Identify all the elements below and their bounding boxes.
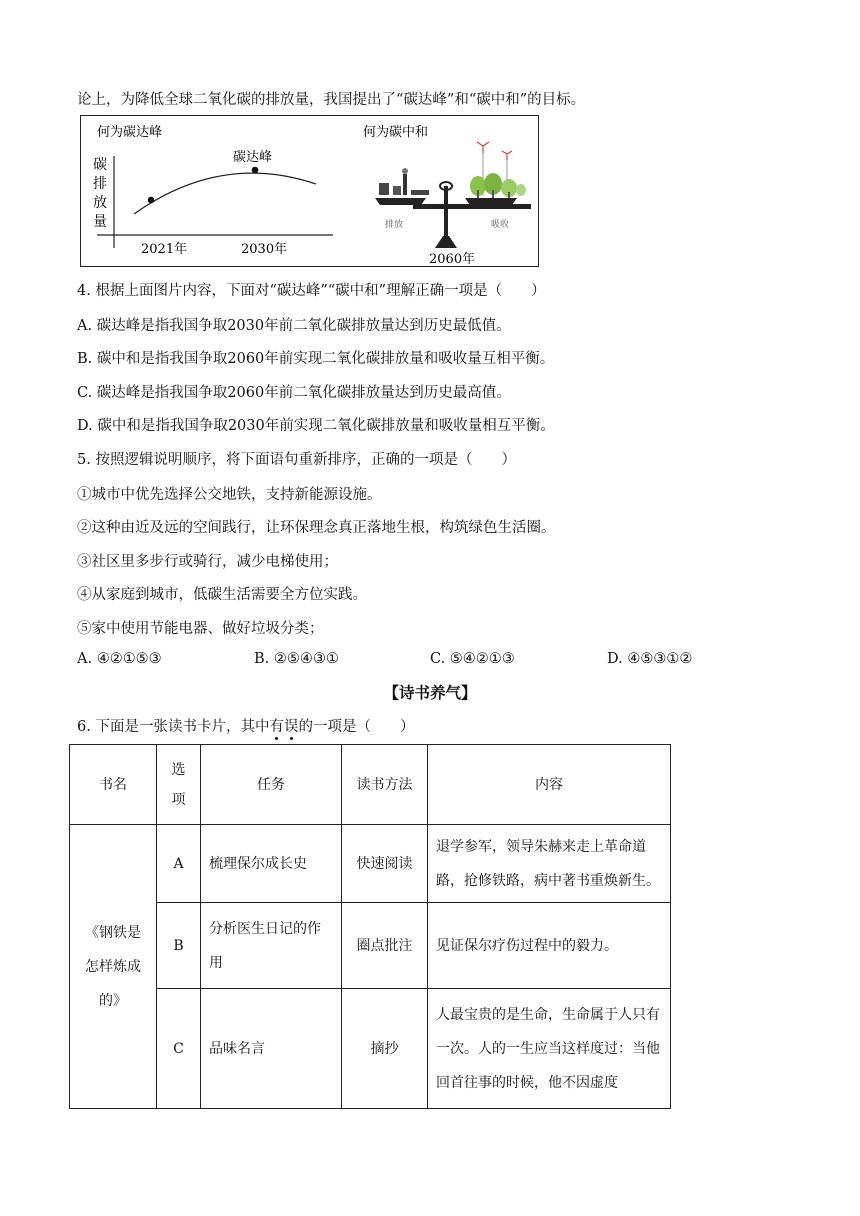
q5-sentence-2: ②这种由近及远的空间践行，让环保理念真正落地生根，构筑绿色生活圈。 [77,520,556,536]
q5-option-b: B. ②⑤④③① [254,651,339,667]
point-2021 [148,197,155,204]
carbon-figure [80,115,539,267]
y-label-char: 放 [93,195,107,211]
q5-sentence-4: ④从家庭到城市，低碳生活需要全方位实践。 [77,587,367,603]
table-row [70,825,671,903]
q5-option-d: D. ④⑤③①② [607,651,693,667]
peak-label: 碳达峰 [233,150,273,165]
factory-icon [379,168,429,195]
row-method: 摘抄 [342,989,428,1109]
q4-option-d: D. 碳中和是指我国争取2030年前实现二氧化碳排放量和吸收量相互平衡。 [77,418,555,434]
emit-label: 排放 [385,220,404,230]
y-label-char: 量 [93,214,107,230]
x-tick-2030: 2030年 [241,242,288,257]
q6-stem-emphasis-2: 误 [283,719,299,735]
row-content: 退学参军，领导朱赫来走上革命道路，抢修铁路，病中著书重焕新生。 [428,825,671,903]
carbon-figure-svg [81,116,540,268]
row-option: A [157,825,201,903]
y-label-char: 排 [93,176,107,192]
q5-stem: 5. 按照逻辑说明顺序，将下面语句重新排序，正确的一项是（ ） [77,452,516,468]
q5-sentence-3: ③社区里多步行或骑行，减少电梯使用； [77,554,338,570]
header-task: 任务 [201,745,342,825]
row-content: 见证保尔疗伤过程中的毅力。 [428,903,671,989]
q6-stem-emphasis-1: 有 [269,719,284,735]
q5-option-c: C. ⑤④②①③ [430,651,515,667]
y-label-char: 碳 [93,157,107,173]
peak-panel-title: 何为碳达峰 [97,125,163,140]
trees-icon [470,142,526,198]
q4-option-a: A. 碳达峰是指我国争取2030年前二氧化碳排放量达到历史最低值。 [77,318,511,334]
row-option: C [157,989,201,1109]
emission-curve [134,173,316,214]
reading-card-table [69,744,671,1109]
row-option: B [157,903,201,989]
row-task: 品味名言 [201,989,342,1109]
q4-stem: 4. 根据上面图片内容，下面对“碳达峰”“碳中和”理解正确一项是（ ） [77,283,546,299]
q5-option-a: A. ④②①⑤③ [77,651,162,667]
header-option: 选项 [157,745,201,825]
neutral-year: 2060年 [429,252,476,267]
header-book: 书名 [70,745,157,825]
book-title-cell: 《钢铁是怎样炼成的》 [70,825,157,1109]
row-task: 分析医生日记的作用 [201,903,342,989]
table-row [70,989,671,1109]
q4-option-c: C. 碳达峰是指我国争取2060年前二氧化碳排放量达到历史最高值。 [77,385,511,401]
section-title: 【诗书养气】 [383,684,477,702]
q4-option-b: B. 碳中和是指我国争取2060年前实现二氧化碳排放量和吸收量互相平衡。 [77,351,555,367]
neutral-panel-title: 何为碳中和 [363,125,429,140]
q5-sentence-1: ①城市中优先选择公交地铁，支持新能源设施。 [77,487,382,503]
header-content: 内容 [428,745,671,825]
header-method: 读书方法 [342,745,428,825]
absorb-label: 吸收 [491,220,510,230]
table-header-row [70,745,671,825]
q6-stem-before: 6. 下面是一张读书卡片，其中 [77,719,270,735]
table-row [70,903,671,989]
q5-sentence-5: ⑤家中使用节能电器、做好垃圾分类； [77,621,324,637]
q6-stem-after: 的一项是（ ） [298,719,415,735]
row-task: 梳理保尔成长史 [201,825,342,903]
row-content: 人最宝贵的是生命，生命属于人只有一次。人的一生应当这样度过：当他回首往事的时候，他不因虚度 [428,989,671,1109]
intro-line: 论上，为降低全球二氧化碳的排放量，我国提出了“碳达峰”和“碳中和”的目标。 [77,92,586,108]
x-tick-2021: 2021年 [141,242,188,257]
row-method: 快速阅读 [342,825,428,903]
point-peak [252,167,259,174]
q6-stem [77,715,414,736]
row-method: 圈点批注 [342,903,428,989]
